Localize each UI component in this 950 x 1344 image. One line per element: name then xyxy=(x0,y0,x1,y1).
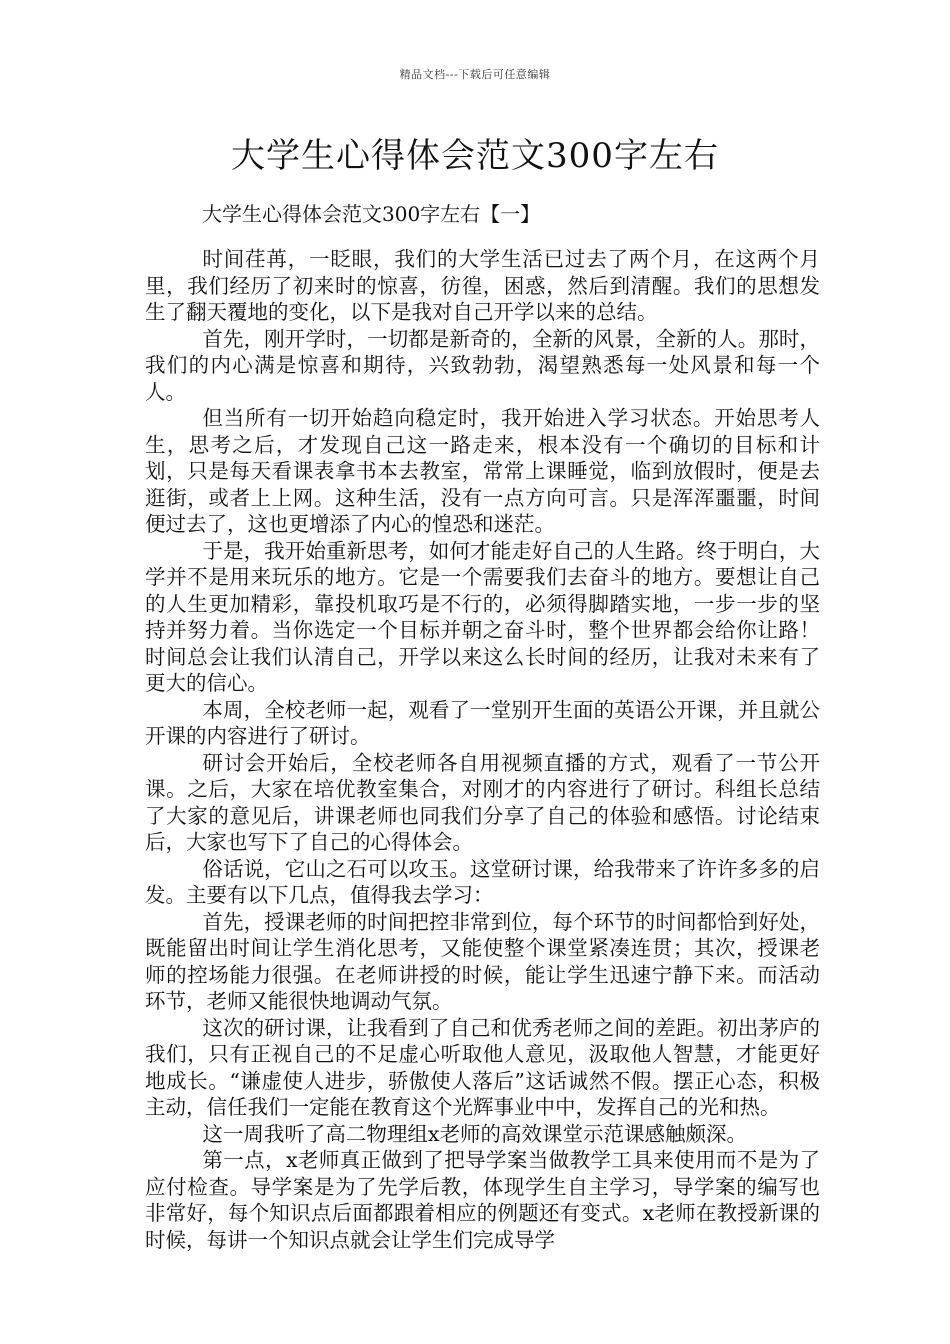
paragraph: 时间荏苒，一眨眼，我们的大学生活已过去了两个月，在这两个月里，我们经历了初来时的惊喜，彷徨，困惑，然后到清醒。我们的思想发生了翻天覆地的变化，以下是我对自己开学以来的总结。 xyxy=(145,247,820,324)
document-title: 大学生心得体会范文300字左右 xyxy=(231,136,719,176)
paragraph: 研讨会开始后，全校老师各自用视频直播的方式，观看了一节公开课。之后，大家在培优教室集合，对刚才的内容进行了研讨。科组长总结了大家的意见后，讲课老师也同我们分享了自己的体验和感悟。讨论结束后，大家也写下了自己的心得体会。 xyxy=(145,750,820,854)
section-subtitle: 大学生心得体会范文300字左右【一】 xyxy=(202,202,541,226)
paragraph: 第一点，x老师真正做到了把导学案当做教学工具来使用而不是为了应付检查。导学案是为了先学后教，体现学生自主学习，导学案的编写也非常好，每个知识点后面都跟着相应的例题还有变式。x老师在教授新课的时候，每讲一个知识点就会让学生们完成导学 xyxy=(145,1148,820,1252)
paragraph: 首先，授课老师的时间把控非常到位，每个环节的时间都恰到好处，既能留出时间让学生消化思考，又能使整个课堂紧凑连贯；其次，授课老师的控场能力很强。在老师讲授的时候，能让学生迅速宁静下来。而活动环节，老师又能很快地调动气氛。 xyxy=(145,909,820,1013)
body-text xyxy=(145,246,820,1253)
paragraph: 于是，我开始重新思考，如何才能走好自己的人生路。终于明白，大学并不是用来玩乐的地方。它是一个需要我们去奋斗的地方。要想让自己的人生更加精彩，靠投机取巧是不行的，必须得脚踏实地，一步一步的坚持并努力着。当你选定一个目标并朝之奋斗时，整个世界都会给你让路！时间总会让我们认清自己，开学以来这么长时间的经历，让我对未来有了更大的信心。 xyxy=(145,538,820,695)
paragraph: 这一周我听了高二物理组x老师的高效课堂示范课感触颇深。 xyxy=(202,1121,747,1146)
paragraph: 首先，刚开学时，一切都是新奇的，全新的风景，全新的人。那时，我们的内心满是惊喜和期待，兴致勃勃，渴望熟悉每一处风景和每一个人。 xyxy=(145,326,820,404)
paragraph: 这次的研讨课，让我看到了自己和优秀老师之间的差距。初出茅庐的我们，只有正视自己的不足虚心听取他人意见，汲取他人智慧，才能更好地成长。“谦虚使人进步，骄傲使人落后”这话诚然不假。摆正心态，积极主动，信任我们一定能在教育这个光辉事业中中，发挥自己的光和热。 xyxy=(145,1015,820,1119)
paragraph: 俗话说，它山之石可以攻玉。这堂研讨课，给我带来了许许多多的启发。主要有以下几点，值得我去学习： xyxy=(145,856,820,907)
paragraph: 本周，全校老师一起，观看了一堂别开生面的英语公开课，并且就公开课的内容进行了研讨。 xyxy=(145,697,820,748)
paragraph: 但当所有一切开始趋向稳定时，我开始进入学习状态。开始思考人生，思考之后，才发现自己这一路走来，根本没有一个确切的目标和计划，只是每天看课表拿书本去教室，常常上课睡觉，临到放假时，便是去逛街，或者上上网。这种生活，没有一点方向可言。只是浑浑噩噩，时间便过去了，这也更增添了内心的惶恐和迷茫。 xyxy=(145,406,820,536)
header-note: 精品文档---下载后可任意编辑 xyxy=(399,68,551,81)
